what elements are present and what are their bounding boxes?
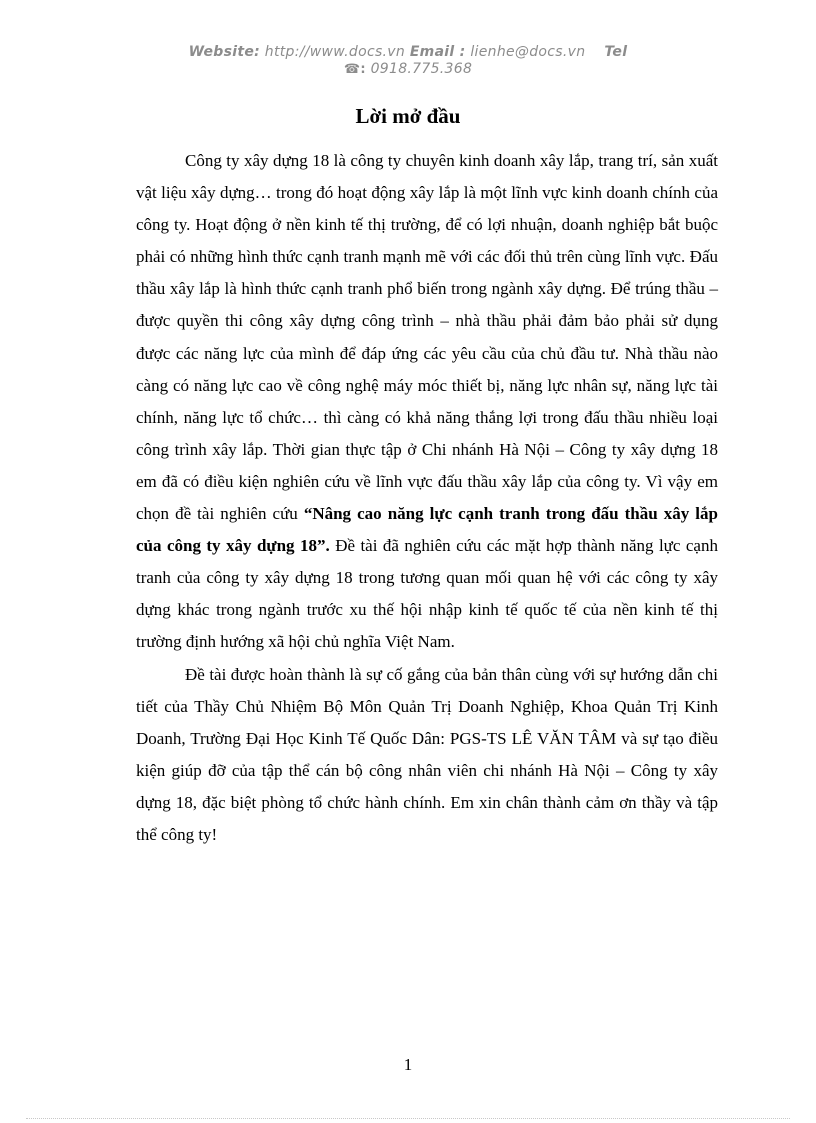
paragraph-acknowledgement: Đề tài được hoàn thành là sự cố gắng của bản thân cùng với sự hướng dẫn chi tiết của Thầy Chủ Nhiệm Bộ Môn Quản Trị Doanh Nghiệp, Khoa Quản Trị Kinh Doanh, Trường Đại Học Kinh Tế Quốc Dân: PGS-TS LÊ VĂN TÂM và sự tạo điều kiện giúp đỡ của tập thể cán bộ công nhân viên chi nhánh Hà Nội – Công ty xây dựng 18, đặc biệt phòng tổ chức hành chính. Em xin chân thành cảm ơn thầy và tập thể công ty! [136,664,718,844]
email-label: Email : [409,44,466,60]
phone-icon: ☎: [343,62,366,77]
website-link[interactable]: http://www.docs.vn [264,44,406,60]
website-label: Website: [188,44,261,60]
phone-number: 0918.775.368 [370,61,473,77]
page-number: 1 [403,1055,413,1074]
document-body [136,145,718,851]
bottom-divider [26,1118,790,1119]
header-line-1 [0,44,816,61]
page-header [0,44,816,78]
thesis-topic: “Nâng cao năng lực cạnh tranh trong đấu thầu xây lắp của công ty xây dựng 18”. [136,504,718,556]
header-line-2 [0,61,816,78]
paragraph-intro-continuation: Đề tài đã nghiên cứu các mặt hợp thành năng lực cạnh tranh của công ty xây dựng 18 trong tương quan mối quan hệ với các công ty xây dựng khác trong ngành trước xu thế hội nhập kinh tế quốc tế của nền kinh tế thị trường định hướng xã hội chủ nghĩa Việt Nam. [136,536,718,652]
page-title: Lời mở đầu [355,104,461,128]
tel-label: Tel [604,44,628,60]
paragraph-intro-text: Công ty xây dựng 18 là công ty chuyên kinh doanh xây lắp, trang trí, sản xuất vật liệu xây dựng… trong đó hoạt động xây lắp là một lĩnh vực kinh doanh chính của công ty. Hoạt động ở nền kinh tế thị trường, để có lợi nhuận, doanh nghiệp bắt buộc phải có những hình thức cạnh tranh mạnh mẽ với các đối thủ trên cùng lĩnh vực. Đấu thầu xây lắp là hình thức cạnh tranh phổ biến trong ngành xây dựng. Để trúng thầu – được quyền thi công xây dựng công trình – nhà thầu phải đảm bảo phải sử dụng được các năng lực của mình để đáp ứng các yêu cầu của chủ đầu tư. Nhà thầu nào càng có năng lực cao về công nghệ máy móc thiết bị, năng lực nhân sự, năng lực tài chính, năng lực tổ chức… thì càng có khả năng thắng lợi trong đấu thầu nhiều loại công trình xây lắp. Thời gian thực tập ở Chi nhánh Hà Nội – Công ty xây dựng 18 em đã có điều kiện nghiên cứu về lĩnh vực đấu thầu xây lắp của công ty. Vì vậy em chọn đề tài nghiên cứu [136,151,718,524]
email-link[interactable]: lienhe@docs.vn [470,44,586,60]
paragraph-intro [136,145,718,659]
